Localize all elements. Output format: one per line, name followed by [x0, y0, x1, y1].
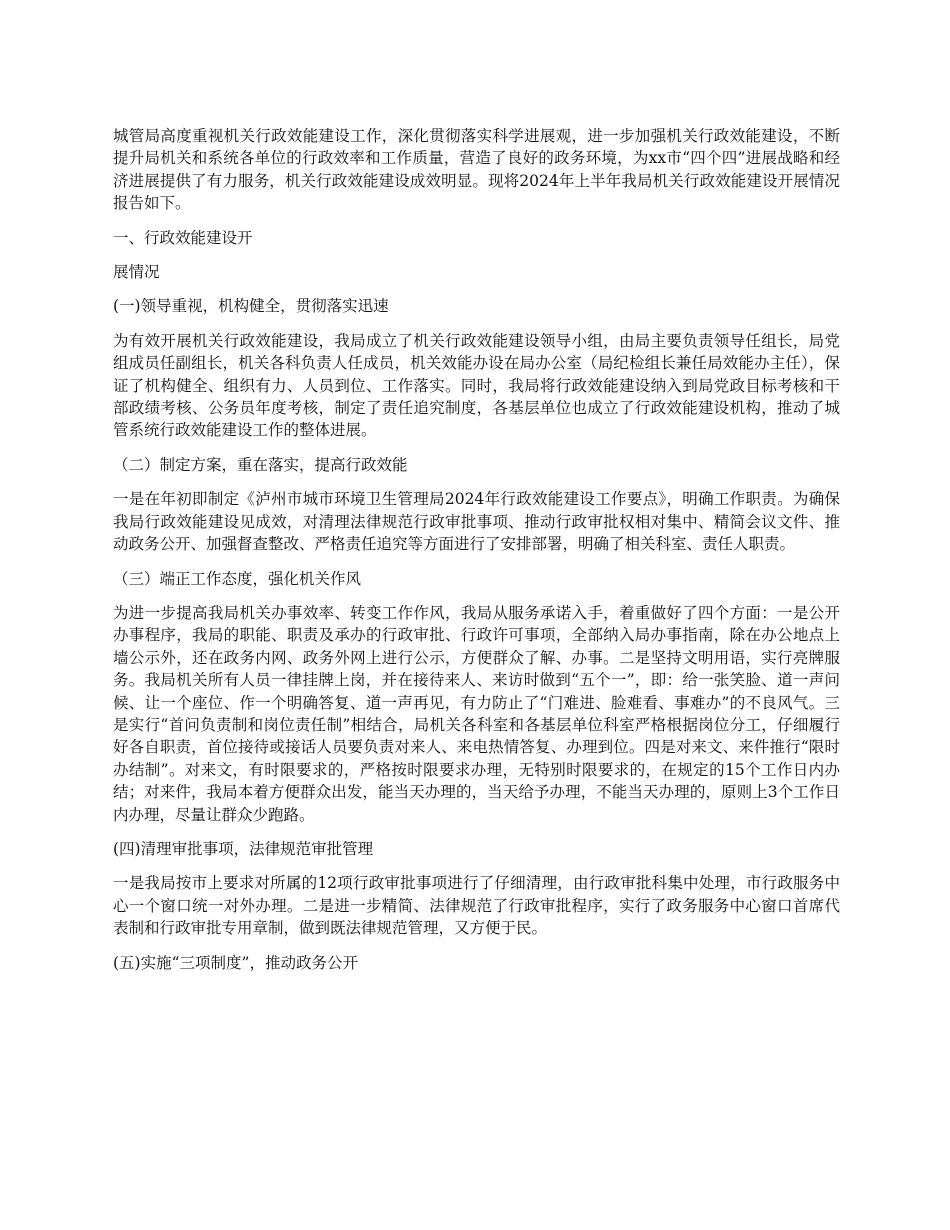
- section-heading-1b: 展情况: [113, 263, 160, 282]
- section-heading-1a: 一、行政效能建设开: [113, 228, 253, 247]
- paragraph-3: 为进一步提高我局机关办事效率、转变工作作风，我局从服务承诺入手，着重做好了四个方面：一是公开办事程序，我局的职能、职责及承办的行政审批、行政许可事项，全部纳入局办事指南，除在办公地点上墙公示外，还在政务内网、政务外网上进行公示，方便群众了解、办事。二是坚持文明用语，实行亮牌服务。我局机关所有人员一律挂牌上岗，并在接待来人、来访时做到“五个一”，即：给一张笑脸、道一声问候、让一个座位、作一个明确答复、道一声再见，有力防止了“门难进、脸难看、事难办”的不良风气。三是实行“首问负责制和岗位责任制”相结合，局机关各科室和各基层单位科室严格根据岗位分工，仔细履行好各自职责，首位接待或接话人员要负责对来人、来电热情答复、办理到位。四是对来文、来件推行“限时办结制”。对来文，有时限要求的，严格按时限要求办理，无特别时限要求的，在规定的15个工作日内办结；对来件，我局本着方便群众出发，能当天办理的，当天给予办理，不能当天办理的，原则上3个工作日内办理，尽量让群众少跑路。: [113, 603, 840, 824]
- subheading-3: （三）端正工作态度，强化机关作风: [113, 569, 362, 588]
- paragraph-1: 为有效开展机关行政效能建设，我局成立了机关行政效能建设领导小组，由局主要负责领导任组长，局党组成员任副组长，机关各科负责人任成员，机关效能办设在局办公室（局纪检组长兼任局效能办主任），保证了机构健全、组织有力、人员到位、工作落实。同时，我局将行政效能建设纳入到局党政目标考核和干部政绩考核、公务员年度考核，制定了责任追究制度，各基层单位也成立了行政效能建设机构，推动了城管系统行政效能建设工作的整体进展。: [113, 331, 840, 440]
- intro-paragraph: 城管局高度重视机关行政效能建设工作，深化贯彻落实科学进展观，进一步加强机关行政效能建设，不断提升局机关和系统各单位的行政效率和工作质量，营造了良好的政务环境，为xx市“四个四”进展战略和经济进展提供了有力服务，机关行政效能建设成效明显。现将2024年上半年我局机关行政效能建设开展情况报告如下。: [113, 127, 840, 213]
- paragraph-2: 一是在年初即制定《泸州市城市环境卫生管理局2024年行政效能建设工作要点》，明确工作职责。为确保我局行政效能建设见成效，对清理法律规范行政审批事项、推动行政审批权相对集中、精简会议文件、推动政务公开、加强督查整改、严格责任追究等方面进行了安排部署，明确了相关科室、责任人职责。: [113, 490, 840, 554]
- subheading-5: (五)实施“三项制度”，推动政务公开: [113, 953, 358, 972]
- document-body: [113, 125, 840, 986]
- subheading-4: (四)清理审批事项，法律规范审批管理: [113, 839, 374, 858]
- subheading-2: （二）制定方案，重在落实，提高行政效能: [113, 455, 408, 474]
- paragraph-4: 一是我局按市上要求对所属的12项行政审批事项进行了仔细清理，由行政审批科集中处理，市行政服务中心一个窗口统一对外办理。二是进一步精简、法律规范了行政审批程序，实行了政务服务中心窗口首席代表制和行政审批专用章制，做到既法律规范管理，又方便于民。: [113, 874, 840, 938]
- subheading-1: (一)领导重视，机构健全，贯彻落实迅速: [113, 297, 389, 316]
